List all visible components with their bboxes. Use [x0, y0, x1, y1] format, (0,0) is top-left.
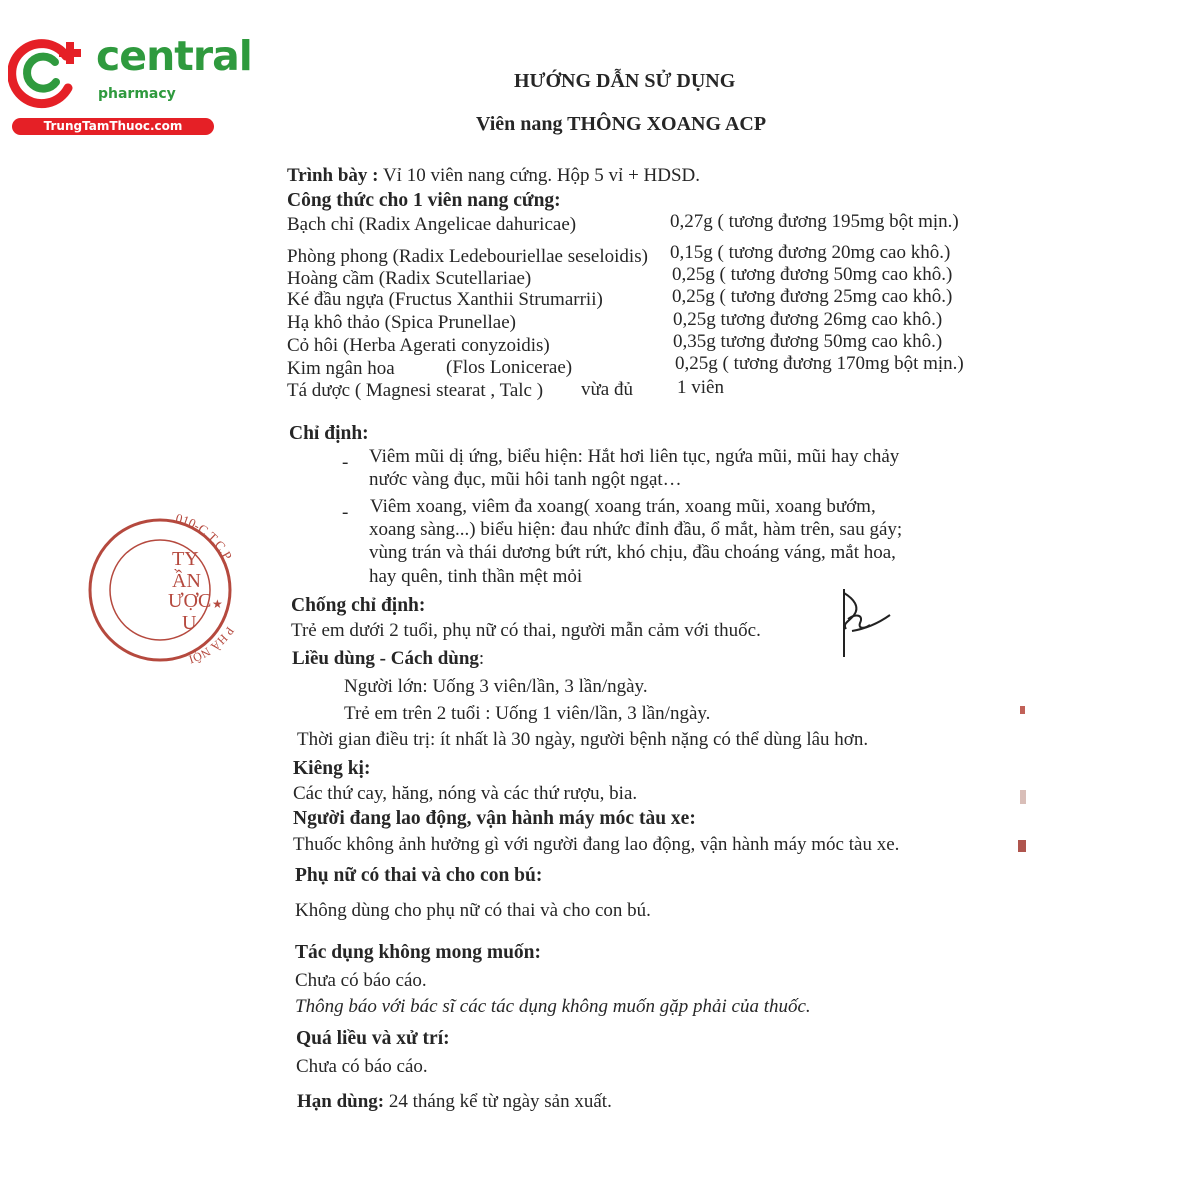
company-stamp — [100, 508, 238, 668]
ingredient-name: Hạ khô thảo (Spica Prunellae) — [287, 312, 516, 333]
pregnancy-text: Không dùng cho phụ nữ có thai và cho con bú. — [295, 900, 651, 921]
ingredient-amount: 0,35g tương đương 50mg cao khô.) — [673, 331, 943, 352]
logo-website[interactable]: TrungTamThuoc.com — [12, 118, 214, 135]
stamp-ring-text-bottom: P HÀ NỘI — [187, 624, 238, 667]
ingredient-extra: vừa đủ — [581, 379, 633, 400]
avoid-text: Các thứ cay, hăng, nóng và các thứ rượu, bia. — [293, 783, 638, 804]
doc-title: HƯỚNG DẪN SỬ DỤNG — [514, 70, 736, 92]
indication-line: Viêm xoang, viêm đa xoang( xoang trán, xoang mũi, xoang bướm, — [370, 496, 876, 517]
signature-mark — [830, 585, 900, 665]
dosage-heading-line — [292, 648, 484, 670]
subtitle-prefix: Viên nang — [476, 113, 563, 135]
ingredient-name: Kim ngân hoa — [287, 358, 395, 379]
dosage-duration: Thời gian điều trị: ít nhất là 30 ngày, người bệnh nặng có thể dùng lâu hơn. — [297, 729, 869, 750]
ingredient-amount: 0,25g ( tương đương 25mg cao khô.) — [672, 286, 953, 307]
bullet-dash: - — [342, 452, 349, 473]
ingredient-amount: 0,25g ( tương đương 170mg bột mịn.) — [675, 353, 964, 374]
indication-line: vùng trán và thái dương bứt rứt, khó chịu, đầu choáng váng, mắt hoa, — [369, 542, 896, 563]
ingredient-name: Phòng phong (Radix Ledebouriellae seseloidis) — [287, 246, 648, 267]
stamp-ring-text: 010-C.T.C.P — [174, 510, 236, 563]
dosage-heading: Liều dùng - Cách dùng — [292, 648, 479, 669]
avoid-heading: Kiêng kị: — [293, 758, 371, 779]
ingredient-name: Ké đầu ngựa (Fructus Xanthii Strumarrii) — [287, 289, 603, 310]
expiry-label: Hạn dùng: — [297, 1091, 385, 1112]
central-logo-icon — [8, 36, 88, 112]
scan-mark — [1020, 706, 1025, 714]
contraindication-heading: Chống chỉ định: — [291, 595, 426, 616]
central-pharmacy-logo — [8, 32, 252, 136]
side-effects-notice: Thông báo với bác sĩ các tác dụng không muốn gặp phải của thuốc. — [295, 996, 811, 1017]
ingredient-amount: 0,27g ( tương đương 195mg bột mịn.) — [670, 211, 959, 232]
formula-heading: Công thức cho 1 viên nang cứng: — [287, 190, 561, 211]
stamp-text: ƯỢC — [168, 590, 212, 612]
presentation-text: Vỉ 10 viên nang cứng. Hộp 5 vỉ + HDSD. — [382, 165, 701, 186]
stamp-text: ẦN — [172, 570, 201, 592]
doc-subtitle — [476, 113, 766, 136]
scan-mark — [1020, 790, 1026, 804]
ingredient-name: Bạch chỉ (Radix Angelicae dahuricae) — [287, 214, 577, 235]
expiry-line — [297, 1091, 612, 1113]
dosage-adult: Người lớn: Uống 3 viên/lần, 3 lần/ngày. — [344, 676, 648, 697]
ingredient-name: Cỏ hôi (Herba Agerati conyzoidis) — [287, 335, 550, 356]
pregnancy-heading: Phụ nữ có thai và cho con bú: — [295, 865, 543, 886]
drivers-text: Thuốc không ảnh hưởng gì với người đang lao động, vận hành máy móc tàu xe. — [293, 834, 900, 855]
dosage-child: Trẻ em trên 2 tuổi : Uống 1 viên/lần, 3 lần/ngày. — [344, 703, 711, 724]
drivers-heading: Người đang lao động, vận hành máy móc tàu xe: — [293, 808, 696, 829]
indication-line: xoang sàng...) biểu hiện: đau nhức đỉnh đầu, ổ mắt, hàm trên, sau gáy; — [369, 519, 903, 540]
presentation-label: Trình bày : — [287, 165, 379, 186]
product-name: THÔNG XOANG ACP — [567, 113, 767, 135]
bullet-dash: - — [342, 502, 349, 523]
svg-text:★: ★ — [212, 597, 223, 611]
ingredient-latin: (Flos Lonicerae) — [446, 357, 573, 378]
ingredient-amount: 0,15g ( tương đương 20mg cao khô.) — [670, 242, 951, 263]
stamp-text: TY — [172, 548, 199, 570]
stamp-text: U — [182, 612, 197, 634]
overdose-heading: Quá liều và xử trí: — [296, 1028, 450, 1049]
ingredient-name: Hoàng cầm (Radix Scutellariae) — [287, 268, 532, 289]
ingredient-amount: 0,25g tương đương 26mg cao khô.) — [673, 309, 943, 330]
ingredient-amount: 1 viên — [677, 377, 724, 398]
side-effects-text: Chưa có báo cáo. — [295, 970, 427, 991]
presentation-line — [287, 165, 700, 187]
ingredient-name: Tá dược ( Magnesi stearat , Talc ) — [287, 380, 544, 401]
indication-line: nước vàng đục, mũi hôi tanh ngột ngạt… — [369, 469, 682, 490]
indication-heading: Chỉ định: — [289, 423, 369, 444]
contraindication-text: Trẻ em dưới 2 tuổi, phụ nữ có thai, người mẫn cảm với thuốc. — [291, 620, 761, 641]
logo-subbrand: pharmacy — [98, 86, 176, 102]
ingredient-amount: 0,25g ( tương đương 50mg cao khô.) — [672, 264, 953, 285]
expiry-text: 24 tháng kể từ ngày sản xuất. — [388, 1091, 612, 1112]
logo-brand: central — [96, 32, 252, 80]
side-effects-heading: Tác dụng không mong muốn: — [295, 942, 541, 963]
overdose-text: Chưa có báo cáo. — [296, 1056, 428, 1077]
indication-line: Viêm mũi dị ứng, biểu hiện: Hắt hơi liên tục, ngứa mũi, mũi hay chảy — [369, 446, 900, 467]
scan-mark — [1018, 840, 1026, 852]
indication-line: hay quên, tinh thần mệt mỏi — [369, 566, 583, 587]
dosage-heading-colon: : — [478, 648, 485, 669]
